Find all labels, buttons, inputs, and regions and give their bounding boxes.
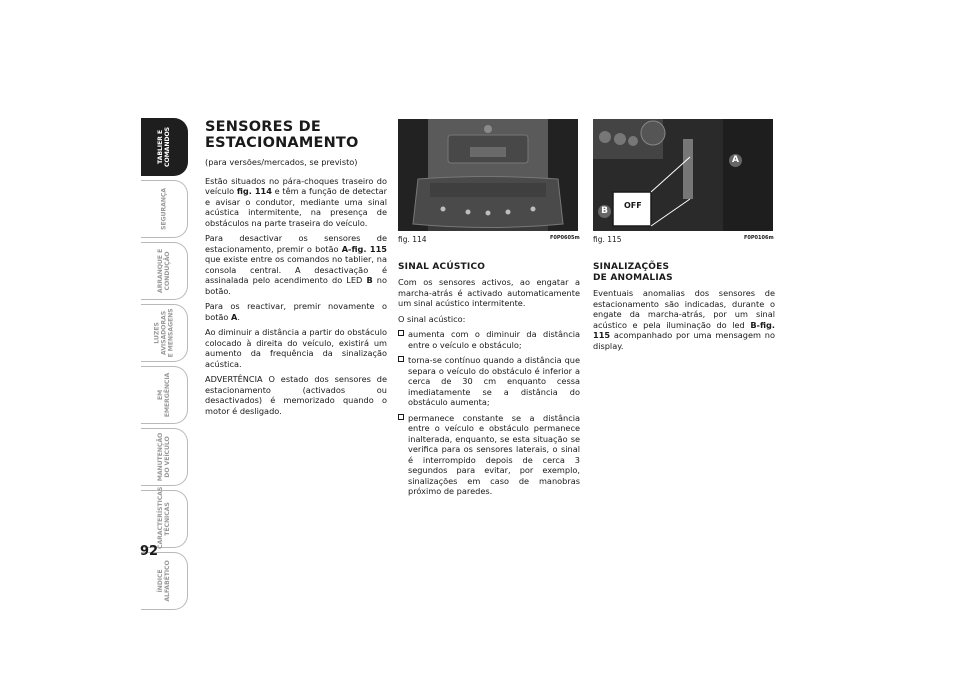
paragraph-2: Para desactivar os sensores de estacionamento, premir o botão A-fig. 115 que existe entre os comandos no tablier, na consola central. A desactivação é assinalada pelo acendimento do LED B no botão.	[205, 233, 388, 296]
figure-114-code: F0P0605m	[550, 235, 580, 241]
section-title-sensores: SENSORES DE ESTACIONAMENTO	[205, 119, 359, 151]
paragraph-5-warning: ADVERTÊNCIA O estado dos sensores de estacionamento (activados ou desactivados) é memorizado quando o motor é desligado.	[205, 374, 387, 416]
tab-caracteristicas[interactable]	[141, 486, 188, 549]
paragraph-1: Com os sensores activos, ao engatar a marcha-atrás é activado automaticamente um sinal acústico intermitente.	[398, 277, 580, 308]
tab-label: MANUTENÇÃO DO VEÍCULO	[157, 432, 171, 482]
bullet-list	[398, 329, 580, 497]
callout-b: B	[598, 205, 611, 218]
figure-115-image	[593, 119, 773, 231]
off-button-text: OFF	[624, 201, 642, 210]
paragraph-1: Eventuais anomalias dos sensores de estacionamento são indicadas, durante o engate da marcha-atrás, por um sinal acústico e pela iluminação do led B-fig. 115 acompanhado por uma mensagem no display.	[593, 288, 775, 351]
tab-manutencao[interactable]	[141, 428, 188, 486]
paragraph-3: Para os reactivar, premir novamente o botão A.	[205, 301, 387, 322]
checkbox-bullet-icon	[398, 356, 404, 362]
paragraph-2: O sinal acústico:	[398, 313, 466, 324]
tab-label: EM EMERGÊNCIA	[157, 372, 171, 418]
section-title-sinal-acustico: SINAL ACÚSTICO	[398, 262, 486, 272]
column-sensores	[205, 119, 387, 421]
tab-label: ARRANQUE E CONDUÇÃO	[157, 248, 171, 294]
column-sinal-acustico	[398, 262, 580, 502]
tab-label: LUZES AVISADORAS E MENSAGENS	[153, 308, 175, 358]
tab-tablier-comandos[interactable]	[141, 118, 188, 176]
rear-bumper-illustration	[398, 119, 578, 231]
tab-label: SEGURANÇA	[160, 188, 168, 230]
list-item: permanece constante se a distância entre o veículo e obstáculo permanece inalterada, enquanto, se esta situação se verifica para os sensores laterais, o sinal é interrompido depois de cerca 3 segundos para evitar, por exemplo, sinalizações em caso de manobras próximo de paredes.	[398, 413, 580, 497]
figure-115-code: F0P0106m	[744, 235, 774, 241]
page-number: 92	[140, 544, 159, 559]
tab-arranque-conducao[interactable]	[141, 242, 188, 300]
paragraph-1: Estão situados no pára-choques traseiro do veículo fig. 114 e têm a função de detectar e avisar o condutor, mediante uma sinal acústica intermitente, na presença de obstáculos na parte traseira do veículo.	[205, 175, 387, 228]
list-item: aumenta com o diminuir da distância entre o veículo e obstáculo;	[398, 329, 580, 350]
checkbox-bullet-icon	[398, 414, 404, 420]
figure-reference[interactable]: A-fig. 115	[341, 243, 387, 254]
figure-114-caption: fig. 114	[398, 235, 427, 244]
tab-label: TABLIER E COMANDOS	[157, 127, 171, 167]
tab-seguranca[interactable]	[141, 180, 188, 238]
list-item: torna-se contínuo quando a distância que separa o veículo do obstáculo é inferior a cerca de 30 cm enquanto cessa imediatamente se a distância do obstáculo aumenta;	[398, 355, 580, 408]
section-title-anomalias: SINALIZAÇÕES DE ANOMALIAS	[593, 262, 673, 283]
paragraph-4: Ao diminuir a distância a partir do obstáculo colocado à direita do veículo, existirá um aumento da frequência da sinalização acústica.	[205, 327, 387, 369]
section-subtitle: (para versões/mercados, se previsto)	[205, 157, 358, 167]
figure-reference[interactable]: fig. 114	[236, 186, 272, 196]
tab-label: CARACTERÍSTICAS TÉCNICAS	[157, 486, 171, 549]
checkbox-bullet-icon	[398, 330, 404, 336]
figure-114-image	[398, 119, 578, 231]
tab-luzes-avisadoras[interactable]	[141, 304, 188, 362]
tab-label: ÍNDICE ALFABÉTICO	[157, 560, 171, 602]
figure-reference[interactable]: B-fig. 115	[593, 319, 775, 340]
figure-115-caption: fig. 115	[593, 235, 622, 244]
dashboard-button-illustration	[593, 119, 773, 231]
tab-indice-alfabetico[interactable]	[141, 552, 188, 610]
tab-em-emergencia[interactable]	[141, 366, 188, 424]
column-sinalizacoes-anomalias	[593, 262, 775, 356]
callout-a: A	[729, 154, 742, 167]
